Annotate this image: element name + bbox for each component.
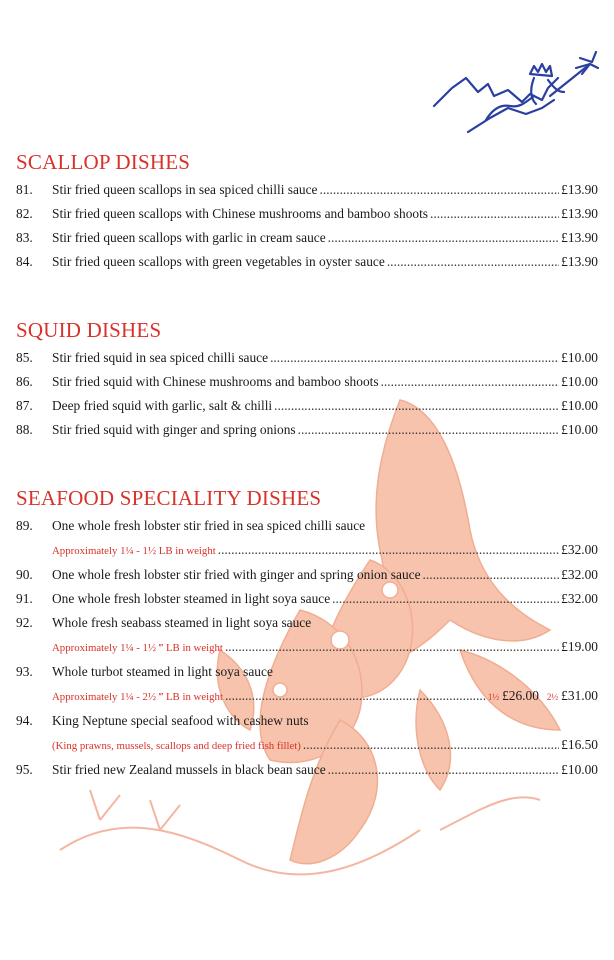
menu-item xyxy=(16,660,598,684)
item-description: Stir fried queen scallops with garlic in cream sauce xyxy=(52,230,326,245)
item-price: £10.00 xyxy=(561,398,598,413)
leader-dots xyxy=(218,538,559,562)
item-price: £13.90 xyxy=(561,182,598,197)
item-number: 94. xyxy=(16,713,33,728)
leader-dots xyxy=(225,635,559,659)
item-number: 89. xyxy=(16,518,33,533)
leader-dots xyxy=(303,733,559,757)
menu-item xyxy=(16,346,598,370)
item-number: 83. xyxy=(16,230,33,245)
item-description: Stir fried queen scallops in sea spiced chilli sauce xyxy=(52,182,318,197)
item-description: Deep fried squid with garlic, salt & chilli xyxy=(52,398,273,413)
item-number: 88. xyxy=(16,422,33,437)
leader-dots xyxy=(320,178,560,202)
leader-dots xyxy=(328,226,560,250)
item-price: £10.00 xyxy=(561,350,598,365)
menu-item xyxy=(16,202,598,226)
item-description: Whole fresh seabass steamed in light soya sauce xyxy=(52,615,312,630)
section-seafood-speciality xyxy=(16,486,598,782)
item-price: £13.90 xyxy=(561,230,598,245)
item-note-row xyxy=(16,733,598,758)
leader-dots xyxy=(332,587,559,611)
item-number: 90. xyxy=(16,567,33,582)
item-price: £10.00 xyxy=(561,422,598,437)
leader-dots xyxy=(270,346,559,370)
section-title: SEAFOOD SPECIALITY DISHES xyxy=(16,486,322,510)
menu-item xyxy=(16,370,598,394)
item-number: 86. xyxy=(16,374,33,389)
item-number: 95. xyxy=(16,762,33,777)
item-price: £13.90 xyxy=(561,254,598,269)
leader-dots xyxy=(430,202,559,226)
menu-item xyxy=(16,226,598,250)
leader-dots xyxy=(298,418,560,442)
item-number: 87. xyxy=(16,398,33,413)
item-description: Stir fried queen scallops with Chinese mushrooms and bamboo shoots xyxy=(52,206,429,221)
menu-item xyxy=(16,250,598,274)
item-description: One whole fresh lobster stir fried in sea spiced chilli sauce xyxy=(52,518,366,533)
item-description: King Neptune special seafood with cashew nuts xyxy=(52,713,309,728)
item-price: £10.00 xyxy=(561,762,598,777)
menu-item xyxy=(16,611,598,635)
item-number: 85. xyxy=(16,350,33,365)
item-description: Stir fried squid with Chinese mushrooms and bamboo shoots xyxy=(52,374,379,389)
leader-dots xyxy=(423,563,560,587)
leader-dots xyxy=(381,370,560,394)
menu-item xyxy=(16,709,598,733)
size-label: 2½ xyxy=(546,692,559,702)
item-number: 81. xyxy=(16,182,33,197)
menu-item xyxy=(16,178,598,202)
size-label: 1½ xyxy=(487,692,500,702)
section-scallop xyxy=(16,150,598,274)
item-description: One whole fresh lobster steamed in light soya sauce xyxy=(52,591,331,606)
menu-item xyxy=(16,758,598,782)
item-price: £32.00 xyxy=(561,542,598,557)
item-description: Stir fried queen scallops with green vegetables in oyster sauce xyxy=(52,254,385,269)
item-price: £19.00 xyxy=(561,639,598,654)
item-note-row xyxy=(16,684,598,709)
item-price: £10.00 xyxy=(561,374,598,389)
item-note-row xyxy=(16,635,598,660)
item-note: Approximately 1¼ - 2½ ‴ LB in weight xyxy=(52,691,223,703)
item-number: 91. xyxy=(16,591,33,606)
item-number: 84. xyxy=(16,254,33,269)
item-note: Approximately 1¼ - 1½ ‴ LB in weight xyxy=(52,642,223,654)
item-note-row xyxy=(16,538,598,563)
item-description: Stir fried new Zealand mussels in black bean sauce xyxy=(52,762,326,777)
item-description: Stir fried squid with ginger and spring onions xyxy=(52,422,296,437)
king-neptune-logo-icon xyxy=(430,48,600,138)
item-number: 93. xyxy=(16,664,33,679)
leader-dots xyxy=(274,394,559,418)
item-price: £16.50 xyxy=(561,737,598,752)
menu-item xyxy=(16,514,598,538)
item-price: £26.00 xyxy=(502,688,539,703)
menu-item xyxy=(16,563,598,587)
item-price: £32.00 xyxy=(561,567,598,582)
item-note: Approximately 1¼ - 1½ LB in weight xyxy=(52,545,216,557)
section-title: SQUID DISHES xyxy=(16,318,162,342)
item-price: £13.90 xyxy=(561,206,598,221)
item-note: (King prawns, mussels, scallops and deep fried fish fillet) xyxy=(52,740,301,752)
menu-item xyxy=(16,587,598,611)
item-price: £31.00 xyxy=(561,688,598,703)
menu-item xyxy=(16,394,598,418)
item-description: Whole turbot steamed in light soya sauce xyxy=(52,664,273,679)
section-title: SCALLOP DISHES xyxy=(16,150,191,174)
menu-item xyxy=(16,418,598,442)
leader-dots xyxy=(225,684,486,708)
item-description: One whole fresh lobster stir fried with ginger and spring onion sauce xyxy=(52,567,421,582)
leader-dots xyxy=(328,758,560,782)
leader-dots xyxy=(387,250,559,274)
item-number: 92. xyxy=(16,615,33,630)
item-price: £32.00 xyxy=(561,591,598,606)
item-description: Stir fried squid in sea spiced chilli sauce xyxy=(52,350,269,365)
item-number: 82. xyxy=(16,206,33,221)
section-squid xyxy=(16,318,598,442)
